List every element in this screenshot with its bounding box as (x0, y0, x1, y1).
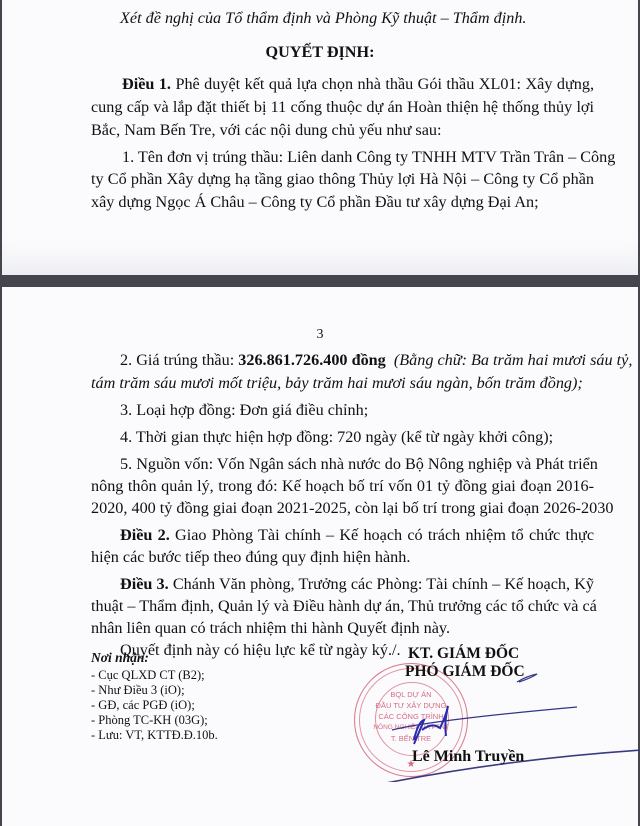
star-icon: ★ (406, 759, 416, 770)
page-number: 3 (316, 327, 324, 342)
document-page-upper (2, 0, 638, 275)
dieu3-line-2: thuật – Thẩm định, Quản lý và Điều hành dự án, Thủ trưởng các tổ chức và cá (91, 597, 597, 615)
signer-name: Lê Minh Truyền (412, 748, 525, 765)
decision-heading: QUYẾT ĐỊNH: (265, 43, 375, 61)
effective-text: Quyết định này có hiệu lực kể từ ngày ký./. (120, 641, 401, 659)
signature-title-1: KT. GIÁM ĐỐC (408, 645, 520, 662)
dieu3-label: Điều 3. (120, 575, 169, 593)
item2-line-1: 2. Giá trúng thầu: 326.861.726.400 đồng (Bằng chữ: Ba trăm hai mươi sáu tỷ, (120, 351, 633, 369)
dieu3-line-1: Điều 3. Chánh Văn phòng, Trưởng các Phòng: Tài chính – Kế hoạch, Kỹ (120, 575, 595, 593)
item5-line-3: 2020, 400 tỷ đồng giai đoạn 2021-2025, còn lại bố trí trong giai đoạn 2026-2030 (91, 499, 614, 517)
bid-amount: 326.861.726.400 đồng (238, 351, 386, 369)
item5-line-2: nông thôn quản lý, trong đó: Kế hoạch bố trí vốn 01 tỷ đồng giai đoạn 2016- (91, 477, 594, 495)
recipients-title: Nơi nhận: (91, 650, 149, 665)
dieu1-line-2: cung cấp và lắp đặt thiết bị 11 cống thuộc dự án Hoàn thiện hệ thống thủy lợi (91, 98, 594, 116)
item3-text: 3. Loại hợp đồng: Đơn giá điều chỉnh; (120, 401, 369, 419)
dieu3-line-3: nhân liên quan có trách nhiệm thi hành Quyết định này. (91, 619, 451, 637)
dieu1-line-3: Bắc, Nam Bến Tre, với các nội dung chủ yếu như sau: (91, 121, 442, 139)
dieu2-label: Điều 2. (120, 526, 170, 544)
item1-line-3: xây dựng Ngọc Á Châu – Công ty Cổ phần Đầu tư xây dựng Đại An; (91, 193, 539, 211)
dieu2-line-1: Điều 2. Giao Phòng Tài chính – Kế hoạch có trách nhiệm tổ chức thực (120, 526, 594, 544)
item4-text: 4. Thời gian thực hiện hợp đồng: 720 ngày (kể từ ngày khởi công); (120, 428, 554, 446)
dieu1-line-1: Điều 1. Phê duyệt kết quả lựa chọn nhà thầu Gói thầu XL01: Xây dựng, (122, 75, 595, 93)
signature-title-2: PHÓ GIÁM ĐỐC (405, 663, 525, 680)
item1-line-2: ty Cổ phần Xây dựng hạ tầng giao thông Thủy lợi Hà Nội – Công ty Cổ phần (91, 170, 594, 188)
recipient-item: - Phòng TC-KH (03G); (91, 713, 208, 727)
official-stamp: BQL DỰ ÁN ĐẦU TƯ XÂY DỰNG CÁC CÔNG TRÌNH NÔNG NGHIỆP VÀ PTNT T. BẾN TRE ★ (354, 663, 468, 777)
recipient-item: - Cục QLXD CT (B2); (91, 668, 205, 682)
recipient-item: - Như Điều 3 (iO); (91, 683, 185, 697)
item1-line-1: 1. Tên đơn vị trúng thầu: Liên danh Công ty TNHH MTV Trần Trân – Công (122, 148, 616, 166)
dieu1-label: Điều 1. (122, 75, 171, 93)
intro-text: Xét đề nghị của Tổ thẩm định và Phòng Kỹ thuật – Thẩm định. (120, 9, 527, 27)
dieu2-line-2: hiện các bước tiếp theo đúng quy định hiện hành. (91, 548, 411, 566)
recipient-item: - Lưu: VT, KTTĐ.Đ.10b. (91, 728, 218, 742)
recipient-item: - GĐ, các PGĐ (iO); (91, 698, 195, 712)
item2-line-2: tám trăm sáu mươi mốt triệu, bảy trăm hai mươi sáu ngàn, bốn trăm đồng); (91, 374, 583, 392)
item5-line-1: 5. Nguồn vốn: Vốn Ngân sách nhà nước do Bộ Nông nghiệp và Phát triển (120, 455, 598, 473)
document-page-lower (2, 287, 638, 826)
